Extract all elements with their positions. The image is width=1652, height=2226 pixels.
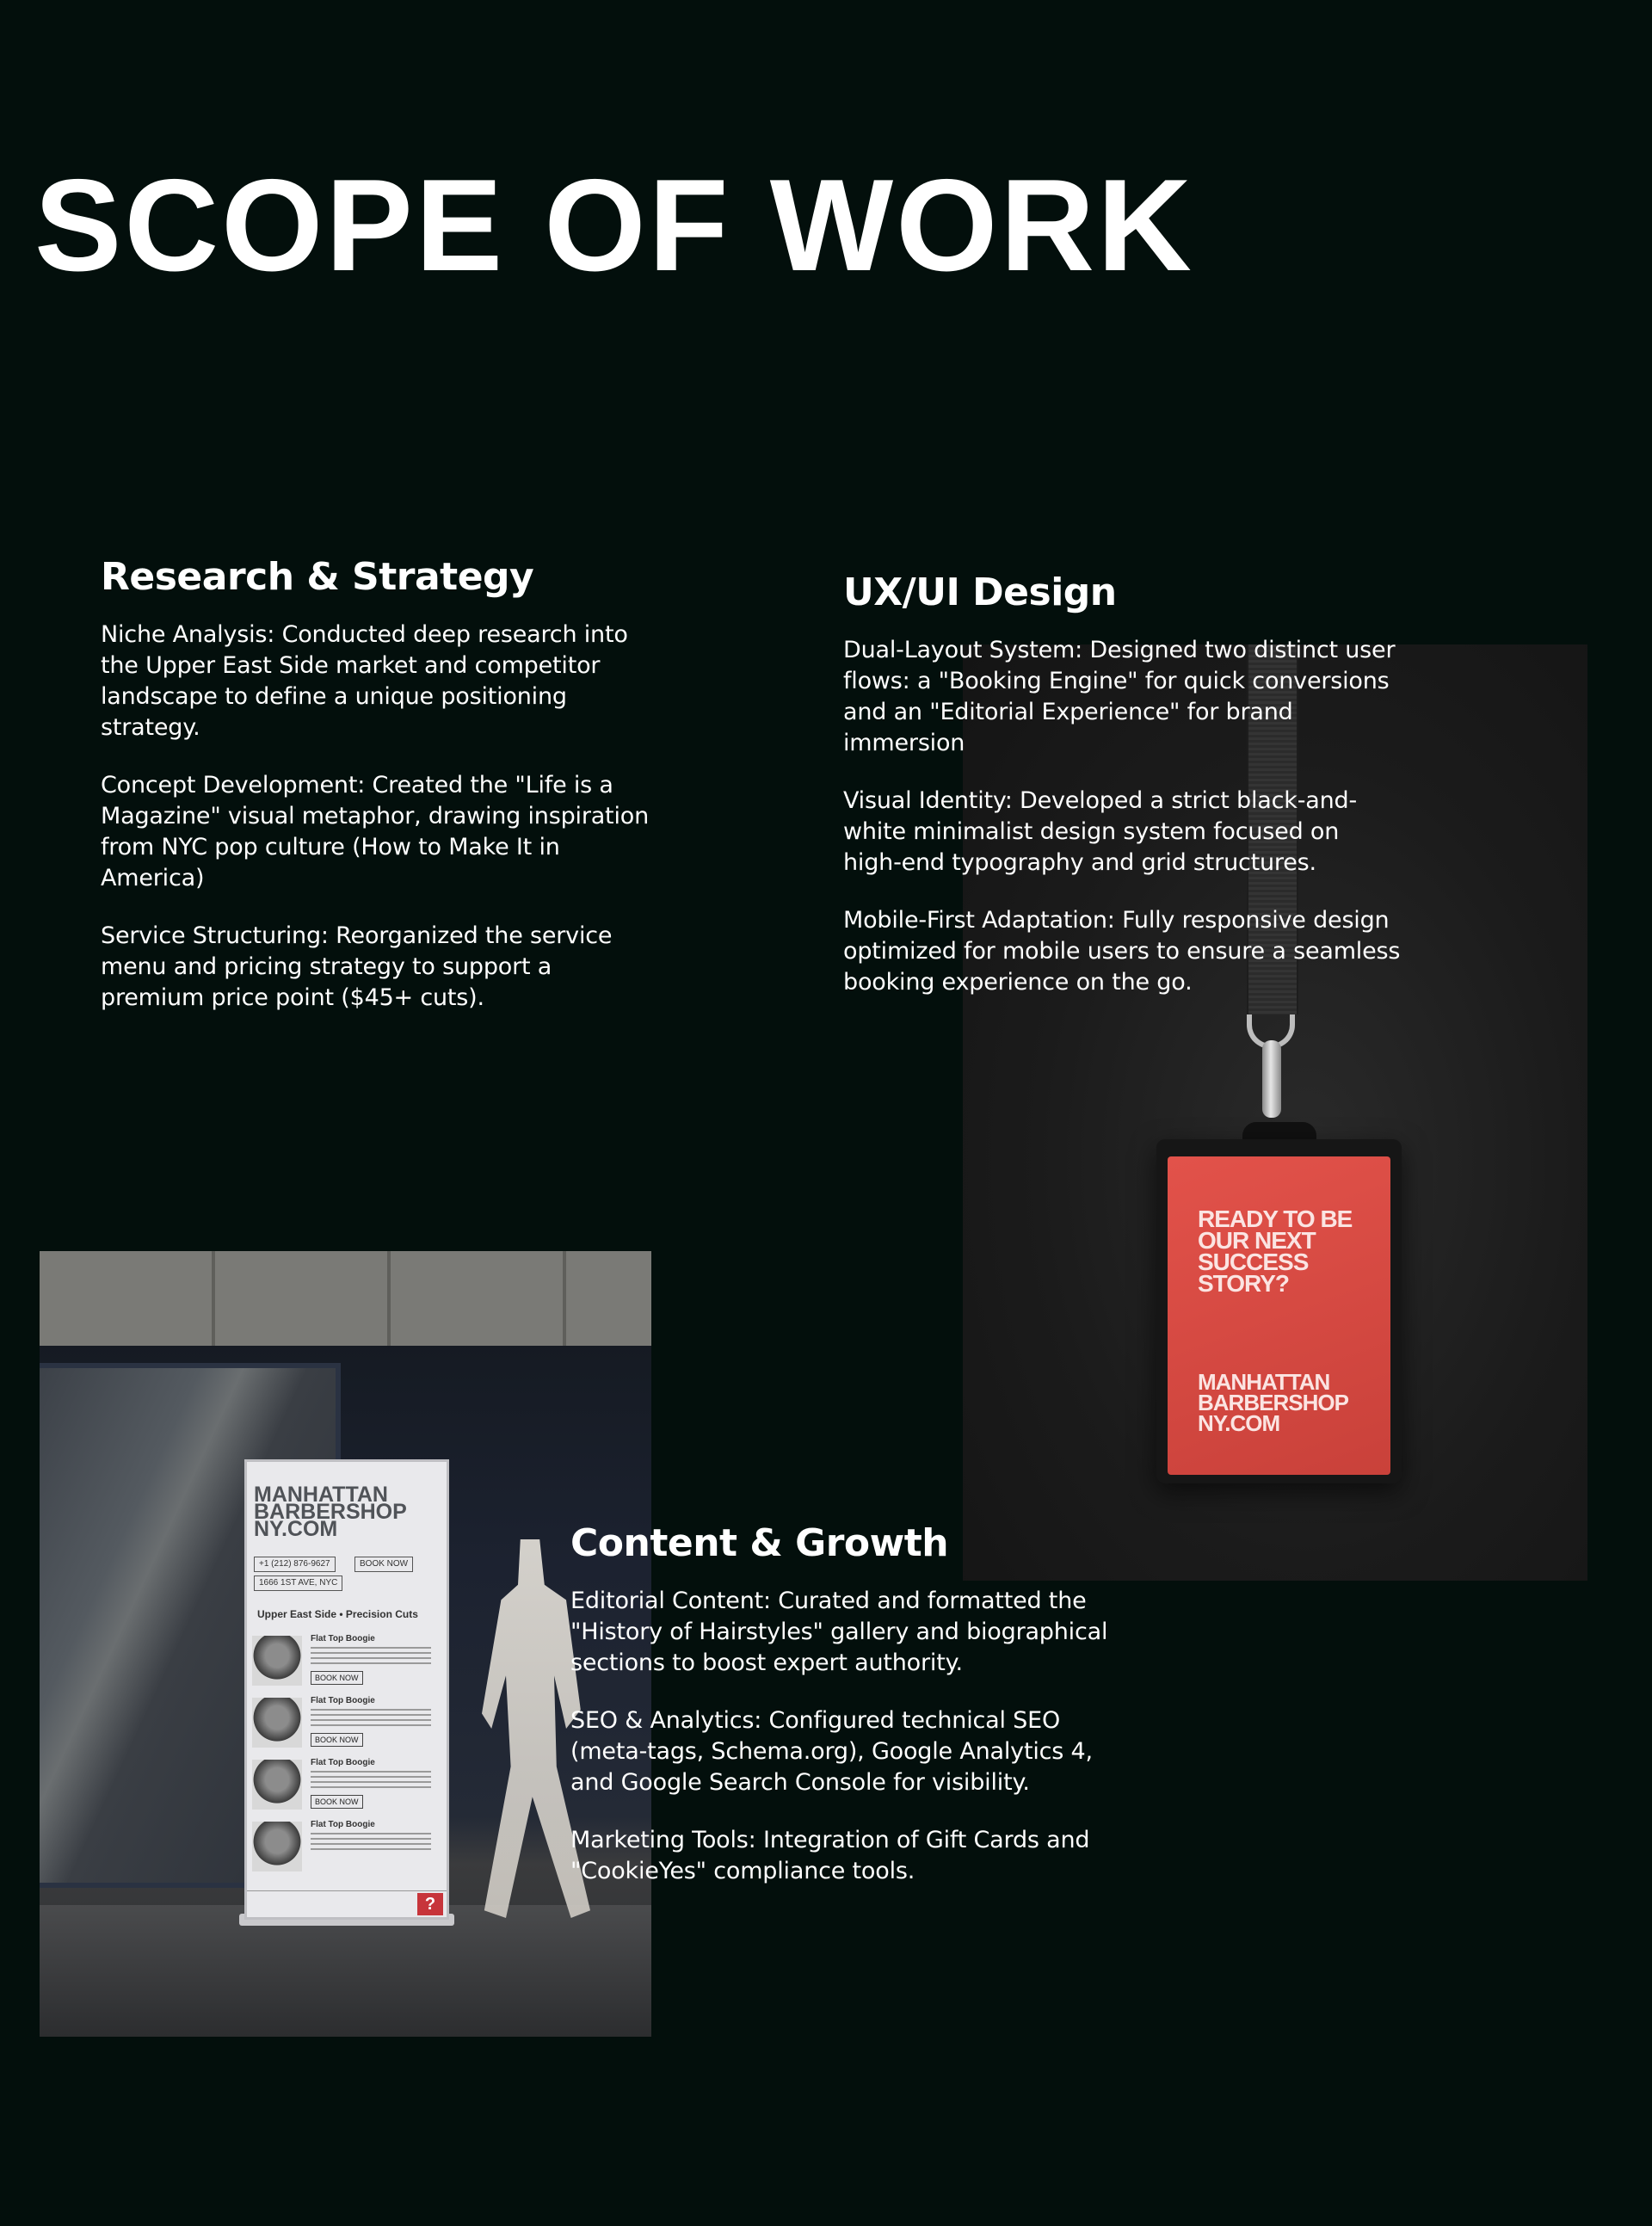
rollup-brand: MANHATTAN BARBERSHOP NY.COM (254, 1483, 407, 1541)
concrete-ceiling (40, 1251, 651, 1346)
rollup-service-name: Flat Top Boogie (311, 1758, 375, 1767)
section-heading: Content & Growth (570, 1521, 949, 1565)
rollup-service-name: Flat Top Boogie (311, 1696, 375, 1705)
rollup-service-text (311, 1833, 431, 1850)
section-research-strategy (101, 555, 660, 1040)
rollup-service-cta: BOOK NOW (311, 1795, 363, 1809)
page-title: SCOPE OF WORK (34, 152, 1194, 299)
rollup-service (252, 1632, 441, 1691)
portrait-image (252, 1822, 302, 1871)
rollup-address: 1666 1ST AVE, NYC (254, 1575, 342, 1591)
badge-brand: MANHATTAN BARBERSHOP NY.COM (1198, 1369, 1348, 1436)
rollup-service-text (311, 1709, 431, 1726)
section-heading: Research & Strategy (101, 555, 534, 599)
rollup-banner (244, 1459, 449, 1920)
rollup-phone: +1 (212) 876-9627 (254, 1557, 336, 1572)
rollup-service (252, 1818, 441, 1877)
badge-headline: READY TO BE OUR NEXT SUCCESS STORY? (1198, 1205, 1353, 1297)
rollup-service-cta: BOOK NOW (311, 1733, 363, 1747)
street-poster-image (40, 1251, 651, 2037)
section-item: Marketing Tools: Integration of Gift Cards and "CookieYes" compliance tools. (570, 1826, 1090, 1884)
section-item: Niche Analysis: Conducted deep research into the Upper East Side market and competitor landscape to define a unique positioning strategy. (101, 620, 628, 741)
help-icon: ? (417, 1893, 443, 1915)
rollup-service (252, 1756, 441, 1815)
section-item: Concept Development: Created the "Life is a Magazine" visual metaphor, drawing inspiration from NYC pop culture (How to Make It in America) (101, 771, 649, 891)
badge-card (1168, 1156, 1390, 1475)
lanyard-clip (1262, 1040, 1281, 1118)
rollup-service-name: Flat Top Boogie (311, 1820, 375, 1829)
rollup-service-text (311, 1647, 431, 1664)
section-heading: UX/UI Design (843, 570, 1117, 614)
rollup-service-text (311, 1771, 431, 1788)
section-item: Dual-Layout System: Designed two distinct user flows: a "Booking Engine" for quick conversions and an "Editorial Experience" for brand immersion (843, 636, 1396, 756)
section-item: Mobile-First Adaptation: Fully responsive design optimized for mobile users to ensure a seamless booking experience on the go. (843, 906, 1401, 996)
section-item: Visual Identity: Developed a strict black-and-white minimalist design system focused on high-end typography and grid structures. (843, 786, 1358, 876)
portrait-image (252, 1636, 302, 1686)
section-item: Editorial Content: Curated and formatted the "History of Hairstyles" gallery and biographical sections to boost expert authority. (570, 1587, 1108, 1676)
rollup-nav-bar (247, 1890, 447, 1917)
section-content-growth (570, 1521, 1138, 1914)
section-item: SEO & Analytics: Configured technical SEO (meta-tags, Schema.org), Google Analytics 4, and Google Search Console for visibility. (570, 1706, 1093, 1796)
portrait-image (252, 1698, 302, 1748)
rollup-tagline: Upper East Side • Precision Cuts (257, 1608, 418, 1620)
rollup-service-cta: BOOK NOW (311, 1671, 363, 1685)
portrait-image (252, 1760, 302, 1810)
rollup-service-name: Flat Top Boogie (311, 1634, 375, 1643)
rollup-book-now: BOOK NOW (354, 1557, 413, 1572)
section-ux-ui-design (843, 570, 1402, 1025)
rollup-service (252, 1694, 441, 1753)
section-item: Service Structuring: Reorganized the service menu and pricing strategy to support a premium price point ($45+ cuts). (101, 922, 613, 1011)
